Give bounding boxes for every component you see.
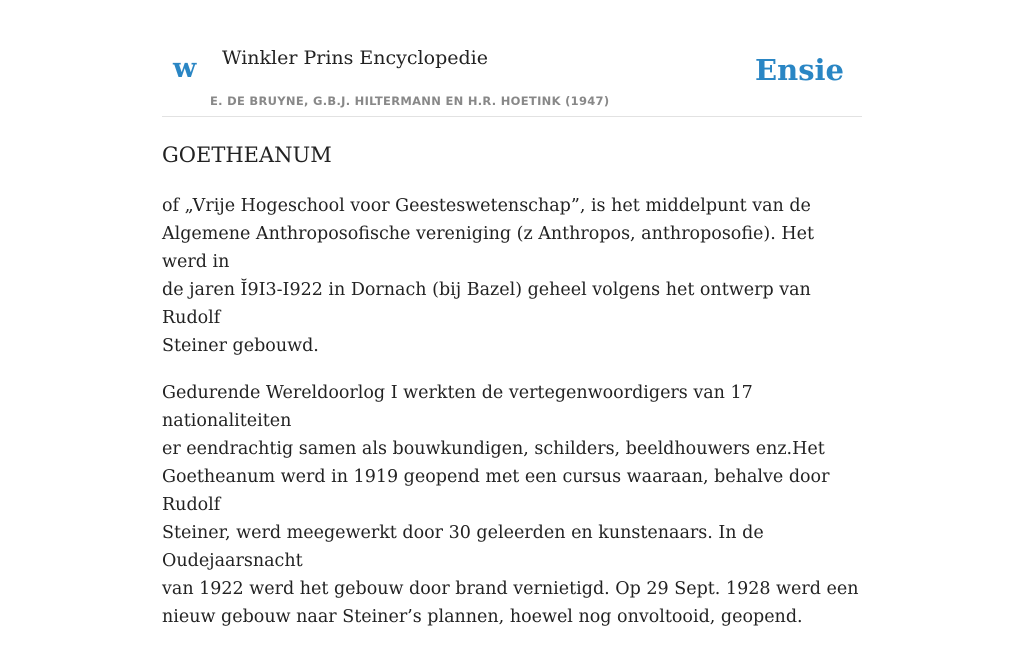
authors-line: E. DE BRUYNE, G.B.J. HILTERMANN EN H.R. HOETINK (1947) — [210, 94, 610, 108]
w-logo-icon[interactable]: w — [173, 53, 197, 84]
article-paragraph: of „Vrije Hogeschool voor Geesteswetenschap”, is het middelpunt van de Algemene Anthroposofische vereniging (z Anthropos, anthroposofie). Het werd in de jaren Ĭ9I3-I922 in Dornach (bij Bazel) geheel volgens het ontwerp van Rudolf Steiner gebouwd. — [162, 196, 814, 356]
article-body — [162, 192, 862, 650]
ensie-logo[interactable]: Ensie — [755, 53, 844, 87]
encyclopedia-title[interactable]: Winkler Prins Encyclopedie — [222, 47, 488, 69]
site-header — [162, 0, 862, 117]
article-heading: GOETHEANUM — [162, 143, 332, 167]
article-paragraph: Gedurende Wereldoorlog I werkten de vertegenwoordigers van 17 nationaliteiten er eendrachtig samen als bouwkundigen, schilders, beeldhouwers enz.Het Goetheanum werd in 1919 geopend met een cursus waaraan, behalve door Rudolf Steiner, werd meegewerkt door 30 geleerden en kunstenaars. In de Oudejaarsnacht van 1922 werd het gebouw door brand vernietigd. Op 29 Sept. 1928 werd een nieuw gebouw naar Steiner’s plannen, hoewel nog onvoltooid, geopend. — [162, 383, 859, 627]
